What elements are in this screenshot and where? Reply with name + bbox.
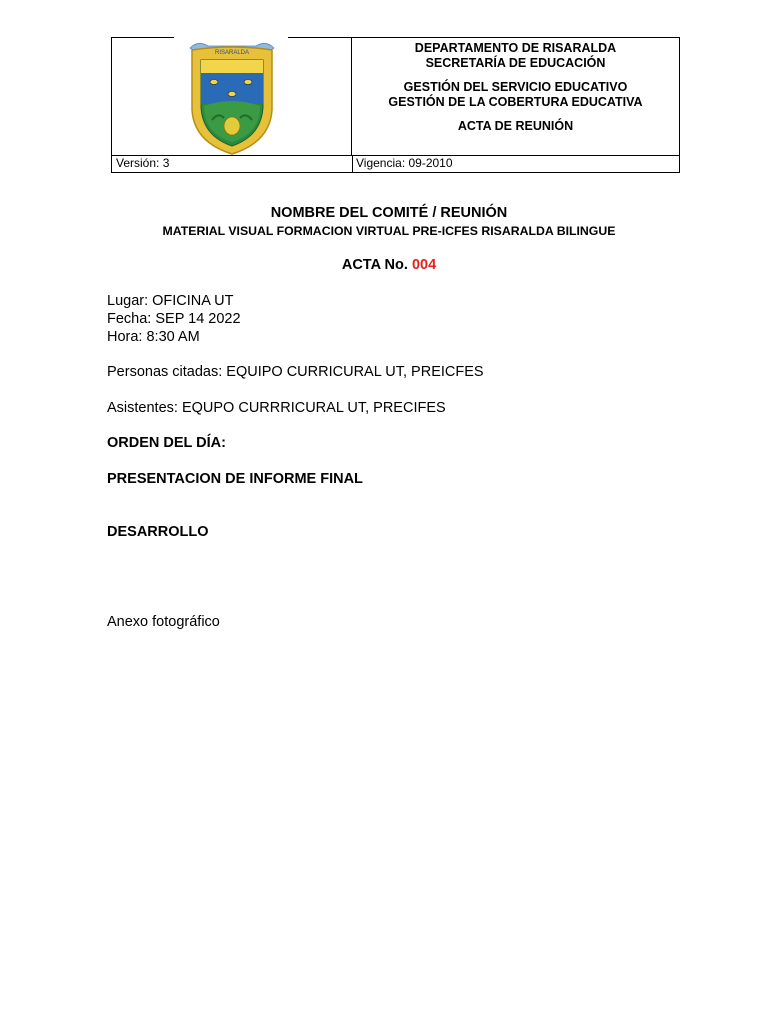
header-line-coverage: GESTIÓN DE LA COBERTURA EDUCATIVA bbox=[388, 95, 643, 109]
asistentes-line: Asistentes: EQUPO CURRRICURAL UT, PRECIFES bbox=[107, 400, 446, 416]
anexo-fotografico-label: Anexo fotográfico bbox=[107, 614, 220, 630]
logo-cell bbox=[112, 38, 352, 155]
personas-citadas-line: Personas citadas: EQUIPO CURRICURAL UT, PREICFES bbox=[107, 364, 484, 380]
committee-subtitle: MATERIAL VISUAL FORMACION VIRTUAL PRE-ICFES RISARALDA BILINGUE bbox=[162, 224, 616, 238]
acta-number: 004 bbox=[411, 257, 437, 273]
lugar-line: Lugar: OFICINA UT bbox=[107, 293, 234, 309]
header-line-acta-reunion: ACTA DE REUNIÓN bbox=[457, 119, 574, 133]
acta-label: ACTA No. bbox=[341, 257, 412, 273]
orden-del-dia-heading: ORDEN DEL DÍA: bbox=[107, 435, 226, 451]
header-line-department: DEPARTAMENTO DE RISARALDA bbox=[414, 41, 617, 55]
fecha-line: Fecha: SEP 14 2022 bbox=[107, 311, 241, 327]
logo-ribbon bbox=[202, 46, 262, 56]
header-title-cell bbox=[352, 38, 679, 155]
header-version-row bbox=[112, 155, 679, 172]
vigencia-label: Vigencia: 09-2010 bbox=[352, 156, 679, 172]
header-line-secretariat: SECRETARÍA DE EDUCACIÓN bbox=[425, 56, 606, 70]
presentacion-heading: PRESENTACION DE INFORME FINAL bbox=[107, 471, 363, 487]
desarrollo-heading: DESARROLLO bbox=[107, 524, 209, 540]
hora-line: Hora: 8:30 AM bbox=[107, 329, 200, 345]
committee-title: NOMBRE DEL COMITÉ / REUNIÓN bbox=[270, 205, 508, 221]
logo-ribbon-text: RISARALDA bbox=[214, 50, 250, 56]
header-line-service: GESTIÓN DEL SERVICIO EDUCATIVO bbox=[403, 80, 628, 94]
document-header-table bbox=[111, 37, 680, 173]
acta-number-line bbox=[0, 257, 768, 273]
version-label: Versión: 3 bbox=[116, 156, 170, 170]
